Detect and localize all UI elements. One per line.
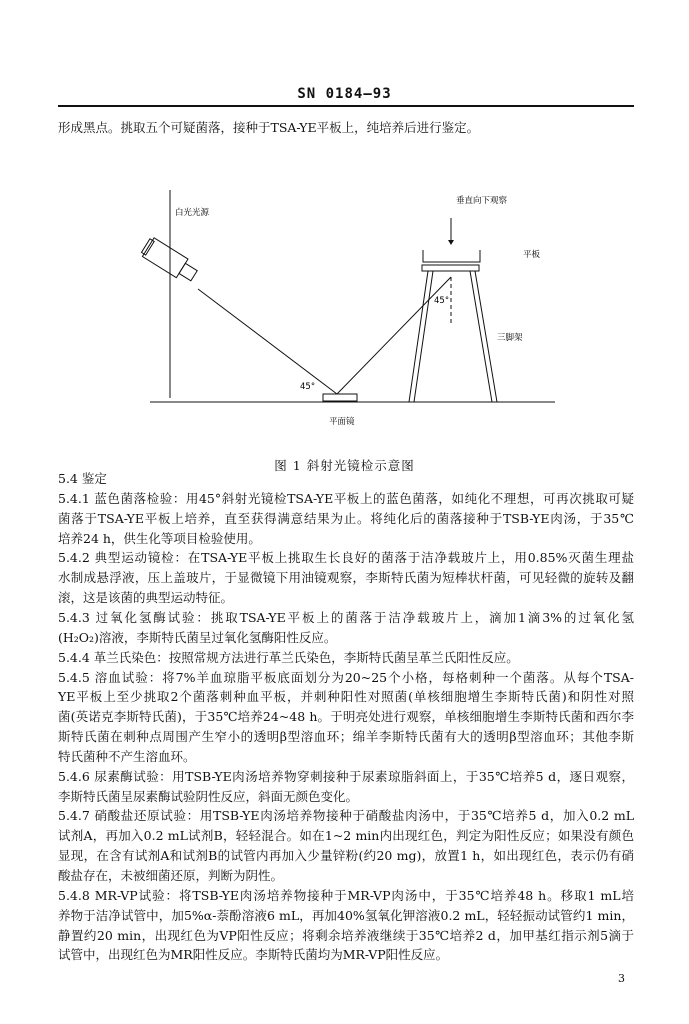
standard-number-header: SN 0184—93 xyxy=(297,86,392,102)
paragraph-line: 显现，在含有试剂A和试剂B的试管内再加入少量锌粉(约20 mg)，放置1 h，如出现红色，表示仍有硝 xyxy=(58,848,634,864)
label-tripod: 三脚架 xyxy=(497,333,523,343)
paragraph-line: 5.4.7 硝酸盐还原试验：用TSB-YE肉汤培养物接种于硝酸盐肉汤中，于35℃培养5 d，加入0.2 mL xyxy=(58,808,634,824)
paragraph-line: 水制成悬浮液，压上盖玻片，于显微镜下用油镜观察，李斯特氏菌为短棒状杆菌，可见轻微的旋转及翻 xyxy=(58,570,634,586)
paragraph-line: 试剂A，再加入0.2 mL试剂B，轻轻混合。如在1~2 min内出现红色，判定为阳性反应；如果没有颜色 xyxy=(58,828,634,844)
paragraph-line: 斯特氏菌在刺种点周围产生窄小的透明β型溶血环；绵羊李斯特氏菌有大的透明β型溶血环；其他李斯 xyxy=(58,729,634,745)
label-plate: 平板 xyxy=(523,250,541,260)
paragraph-line: 5.4.4 革兰氏染色：按照常规方法进行革兰氏染色，李斯特氏菌呈革兰氏阳性反应。 xyxy=(58,649,519,665)
tripod-top xyxy=(422,265,479,271)
reflected-beam xyxy=(337,277,451,394)
paragraph-line: 5.4.6 尿素酶试验：用TSB-YE肉汤培养物穿刺接种于尿素琼脂斜面上，于35℃培养5 d，逐日观察， xyxy=(58,768,634,784)
plate-dish xyxy=(423,250,480,262)
section-heading: 5.4 鉴定 xyxy=(58,471,107,486)
mirror xyxy=(323,394,357,401)
tripod-left-leg xyxy=(414,271,433,402)
paragraph-line: 培养24 h，供生化等项目检验使用。 xyxy=(58,530,261,546)
tripod-right-leg xyxy=(475,271,497,402)
paragraph-line: 滚，这是该菌的典型运动特征。 xyxy=(58,590,234,606)
paragraph-line: 5.4.3 过氧化氢酶试验：挑取TSA-YE平板上的菌落于洁净载玻片上，滴加1滴3%的过氧化氢 xyxy=(58,609,634,625)
figure-caption: 图 1 斜射光镜检示意图 xyxy=(274,458,415,473)
paragraph-line: (H₂O₂)溶液，李斯特氏菌呈过氧化氢酶阳性反应。 xyxy=(58,629,337,645)
paragraph-line: 静置约20 min，出现红色为VP阳性反应；将剩余培养液继续于35℃培养2 d，加甲基红指示剂5滴于 xyxy=(58,927,634,943)
paragraph-line: 菌(英诺克李斯特氏菌)，于35℃培养24~48 h。于明亮处进行观察，单核细胞增生李斯特氏菌和西尔李 xyxy=(58,709,634,725)
label-observe: 垂直向下观察 xyxy=(456,196,508,206)
label-angle-reflect: 45° xyxy=(434,296,450,306)
paragraph-line: 5.4.5 溶血试验：将7%羊血琼脂平板底面划分为20~25个小格，每格刺种一个菌落。从每个TSA- xyxy=(58,669,634,685)
paragraph-line: 5.4.8 MR-VP试验：将TSB-YE肉汤培养物接种于MR-VP肉汤中，于35℃培养48 h。移取1 mL培 xyxy=(58,887,634,903)
page-number: 3 xyxy=(618,972,625,985)
intro-line: 形成黑点。挑取五个可疑菌落，接种于TSA-YE平板上，纯培养后进行鉴定。 xyxy=(58,120,480,135)
paragraph-line: 养物于洁净试管中，加5%α-萘酚溶液6 mL，再加40%氢氧化钾溶液0.2 mL，轻轻振动试管约1 min， xyxy=(58,907,634,923)
paragraph-line: 酸盐存在，未被细菌还原，判断为阴性。 xyxy=(58,868,284,883)
paragraph-line: 5.4.1 蓝色菌落检验：用45°斜射光镜检TSA-YE平板上的蓝色菌落，如纯化不理想，可再次挑取可疑 xyxy=(58,490,634,506)
paragraph-line: 李斯特氏菌呈尿素酶试验阴性反应，斜面无颜色变化。 xyxy=(58,788,359,804)
paragraph-line: 试管中，出现红色为MR阳性反应。李斯特氏菌均为MR-VP阳性反应。 xyxy=(58,947,449,963)
label-mirror: 平面镜 xyxy=(329,417,355,427)
paragraph-line: 特氏菌种不产生溶血环。 xyxy=(58,748,196,764)
paragraph-line: 菌落于TSA-YE平板上培养，直至获得满意结果为止。将纯化后的菌落接种于TSB-YE肉汤，于35℃ xyxy=(58,510,634,526)
label-light-source: 白光光源 xyxy=(175,208,210,218)
paragraph-line: 5.4.2 典型运动镜检：在TSA-YE平板上挑取生长良好的菌落于洁净载玻片上，用0.85%灭菌生理盐 xyxy=(58,550,634,566)
paragraph-line: YE平板上至少挑取2个菌落刺种血平板，并刺种阳性对照菌(单核细胞增生李斯特氏菌)和阴性对照 xyxy=(58,689,634,705)
incident-beam xyxy=(198,289,337,394)
label-angle-incident: 45° xyxy=(300,382,316,392)
